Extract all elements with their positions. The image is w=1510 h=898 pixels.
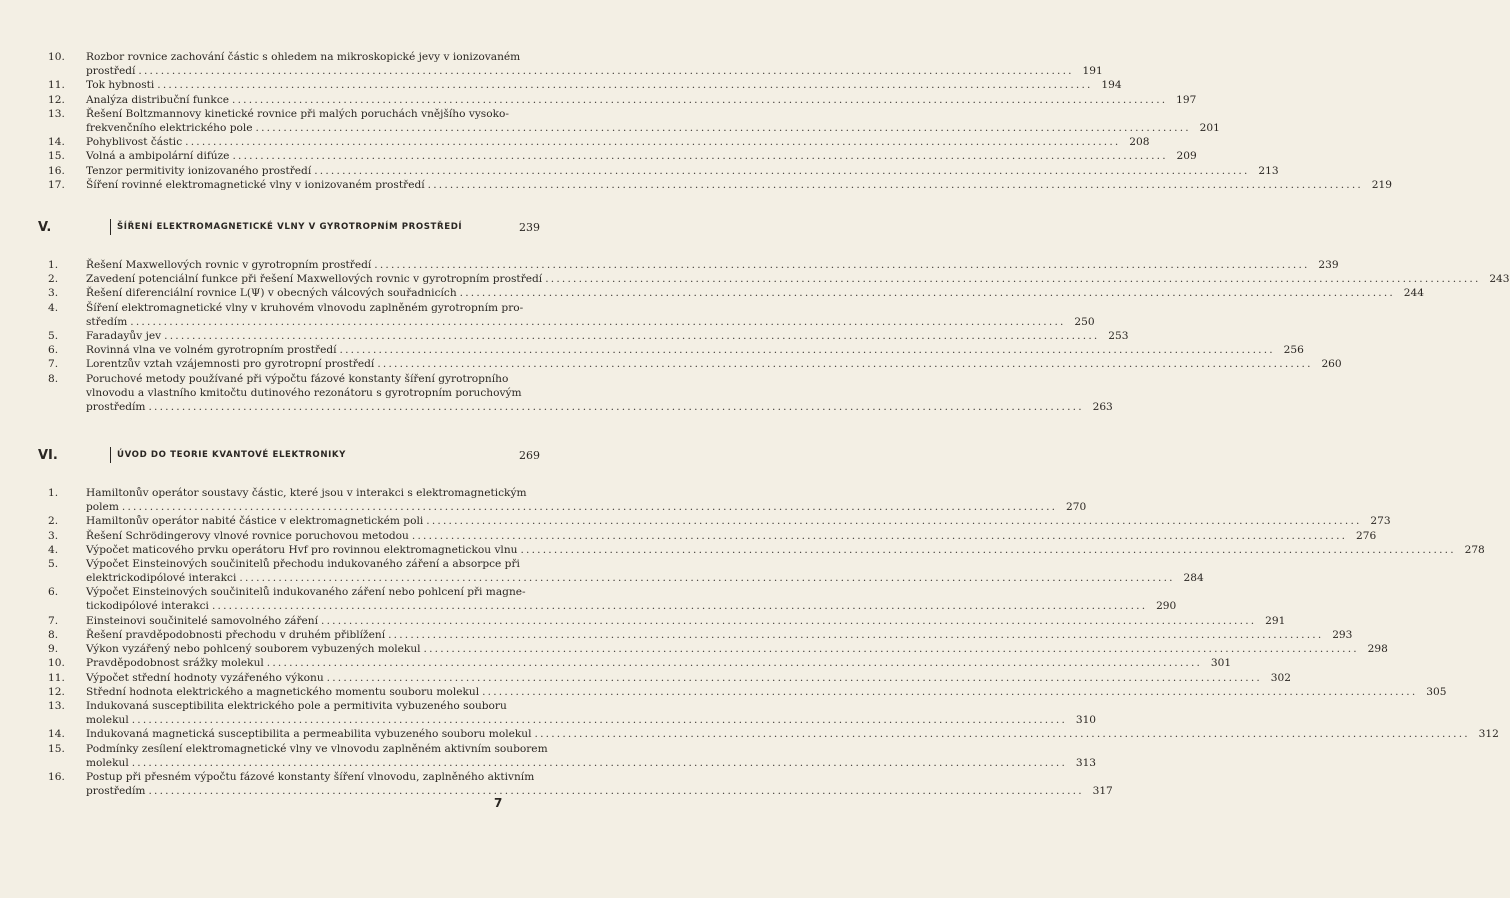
toc-entry[interactable] — [0, 372, 1113, 414]
toc-entry[interactable] — [0, 135, 1150, 149]
leader-dots — [314, 164, 1249, 178]
entry-title-line: polem — [86, 501, 119, 513]
entry-page: 302 — [1270, 671, 1291, 684]
leader-dots — [545, 272, 1480, 286]
entry-title-line: Podmínky zesílení elektromagnetické vlny ve vlnovodu zaplněném aktivním souborem — [86, 742, 548, 755]
toc-entry[interactable] — [0, 557, 1204, 585]
entry-title-line: Řešení Schrödingerovy vlnové rovnice poruchovou metodou — [86, 529, 409, 542]
toc-entry[interactable] — [0, 357, 1342, 371]
page-number: 7 — [494, 796, 503, 810]
entry-title-line: Výpočet Einsteinových součinitelů přechodu indukovaného záření a absorpce při — [86, 558, 520, 570]
leader-dots — [388, 628, 1323, 642]
leader-dots — [164, 329, 1099, 343]
toc-entry[interactable] — [0, 642, 1388, 656]
leader-dots — [132, 713, 1067, 727]
entry-number: 5. — [48, 330, 59, 342]
leader-dots — [535, 727, 1470, 741]
entry-number: 16. — [48, 771, 65, 783]
toc-entry[interactable] — [0, 770, 1113, 798]
entry-title-line: tickodipólové interakci — [86, 600, 209, 613]
leader-dots — [340, 343, 1275, 357]
entry-title-line: Střední hodnota elektrického a magnetického momentu souboru molekul — [86, 685, 480, 698]
leader-dots — [428, 178, 1363, 192]
chapter-title: ŠÍŘENÍ ELEKTROMAGNETICKÉ VLNY V GYROTROPNÍM PROSTŘEDÍ — [117, 222, 463, 232]
entry-number: 12. — [48, 685, 65, 698]
toc-entry[interactable] — [0, 529, 1377, 543]
entry-number: 17. — [48, 178, 65, 191]
entry-page: 260 — [1321, 358, 1342, 371]
entry-page: 276 — [1356, 529, 1377, 542]
entry-number: 13. — [48, 107, 65, 120]
chapter-title: ÚVOD DO TEORIE KVANTOVÉ ELEKTRONIKY — [117, 450, 347, 460]
entry-title-line: Hamiltonův operátor soustavy částic, které jsou v interakci s elektromagnetickým — [86, 487, 527, 499]
entry-title-line: Tenzor permitivity ionizovaného prostředí — [86, 164, 312, 177]
entry-title-line: Lorentzův vztah vzájemnosti pro gyrotropní prostředí — [86, 358, 375, 371]
entry-number: 3. — [48, 287, 59, 300]
entry-title-line: Analýza distribuční funkce — [86, 93, 230, 106]
entry-page: 213 — [1258, 164, 1279, 177]
entry-number: 15. — [48, 150, 65, 163]
leader-dots — [232, 93, 1167, 107]
entry-title-line: Einsteinovi součinitelé samovolného záření — [86, 614, 318, 627]
entry-title-line: Šíření elektromagnetické vlny v kruhovém vlnovodu zaplněném gyrotropním pro- — [86, 301, 524, 314]
leader-dots — [239, 571, 1174, 585]
leader-dots — [460, 286, 1395, 300]
entry-title-line: molekul — [86, 756, 129, 769]
entry-title-line: prostředí — [86, 65, 136, 77]
leader-dots — [520, 543, 1455, 557]
entry-page: 310 — [1075, 714, 1097, 726]
entry-page: 270 — [1065, 501, 1087, 513]
entry-page: 244 — [1403, 287, 1424, 300]
leader-dots — [412, 529, 1347, 543]
leader-dots — [148, 784, 1083, 798]
chapter-divider — [110, 447, 111, 463]
toc-entry[interactable] — [0, 258, 1339, 272]
entry-number: 2. — [48, 515, 59, 528]
chapter-page: 239 — [519, 220, 540, 234]
entry-page: 301 — [1210, 657, 1232, 670]
toc-entry[interactable] — [0, 272, 1510, 286]
entry-page: 219 — [1371, 178, 1392, 191]
leader-dots — [185, 135, 1120, 149]
entry-number: 1. — [48, 487, 59, 499]
entry-title-line: Řešení diferenciální rovnice L(Ψ) v obecných válcových souřadnicích — [86, 287, 457, 300]
entry-number: 14. — [48, 728, 65, 741]
toc-entry[interactable] — [0, 50, 1103, 78]
entry-number: 7. — [48, 358, 59, 371]
entry-title-line: frekvenčního elektrického pole — [86, 121, 253, 134]
toc-entry[interactable] — [0, 614, 1286, 628]
entry-title-line: Výpočet Einsteinových součinitelů indukovaného záření nebo pohlcení při magne- — [86, 586, 526, 599]
leader-dots — [122, 500, 1057, 514]
entry-number: 11. — [48, 671, 65, 684]
entry-page: 293 — [1332, 629, 1353, 641]
entry-title-line: Postup při přesném výpočtu fázové konstanty šíření vlnovodu, zaplněného aktivním — [86, 771, 535, 783]
entry-number: 6. — [48, 344, 59, 357]
entry-page: 273 — [1370, 515, 1391, 528]
entry-number: 3. — [48, 529, 59, 542]
entry-number: 4. — [48, 301, 59, 314]
entry-title-line: Šíření rovinné elektromagnetické vlny v ionizovaném prostředí — [86, 178, 425, 191]
entry-page: 253 — [1108, 330, 1129, 342]
entry-title-line: prostředím — [86, 400, 146, 413]
leader-dots — [232, 149, 1167, 163]
toc-entry[interactable] — [0, 329, 1129, 343]
entry-page: 263 — [1092, 400, 1113, 413]
leader-dots — [374, 258, 1309, 272]
entry-number: 2. — [48, 273, 59, 286]
entry-page: 298 — [1367, 643, 1388, 656]
toc-entry[interactable] — [0, 585, 1177, 613]
entry-number: 13. — [48, 700, 65, 712]
entry-page: 239 — [1318, 259, 1339, 271]
leader-dots — [424, 642, 1359, 656]
toc-entry[interactable] — [0, 699, 1097, 727]
leader-dots — [130, 315, 1065, 329]
entry-title-line: Tok hybnosti — [86, 79, 155, 92]
entry-number: 15. — [48, 742, 65, 755]
toc-entry[interactable] — [0, 727, 1499, 741]
entry-number: 7. — [48, 614, 59, 627]
leader-dots — [426, 514, 1361, 528]
toc-entry[interactable] — [0, 78, 1122, 92]
entry-page: 256 — [1283, 344, 1304, 357]
leader-dots — [267, 656, 1202, 670]
entry-title-line: Faradayův jev — [86, 330, 162, 342]
toc-entry[interactable] — [0, 671, 1291, 685]
entry-title-line: Pravděpodobnost srážky molekul — [86, 657, 264, 670]
entry-number: 11. — [48, 79, 65, 92]
entry-page: 305 — [1426, 685, 1447, 698]
entry-number: 16. — [48, 164, 65, 177]
entry-number: 9. — [48, 643, 59, 656]
entry-title-line: Výpočet maticového prvku operátoru Hvf pro rovinnou elektromagnetickou vlnu — [86, 543, 518, 556]
toc-entry[interactable] — [0, 628, 1353, 642]
entry-page: 201 — [1199, 121, 1220, 134]
toc-entry[interactable] — [0, 486, 1087, 514]
toc-entry[interactable] — [0, 178, 1392, 192]
entry-number: 12. — [48, 93, 65, 106]
entry-title-line: vlnovodu a vlastního kmitočtu dutinového rezonátoru s gyrotropním poruchovým — [86, 386, 522, 399]
chapter-page: 269 — [519, 448, 540, 462]
entry-page: 194 — [1101, 79, 1122, 92]
entry-title-line: Výpočet střední hodnoty vyzářeného výkonu — [86, 671, 324, 684]
entry-number: 4. — [48, 543, 59, 556]
entry-title-line: Řešení pravděpodobnosti přechodu v druhém přiblížení — [86, 629, 386, 641]
entry-title-line: Hamiltonův operátor nabité částice v elektromagnetickém poli — [86, 515, 424, 528]
toc-entry[interactable] — [0, 301, 1095, 329]
entry-page: 243 — [1489, 273, 1510, 286]
entry-page: 313 — [1075, 756, 1097, 769]
entry-page: 208 — [1129, 136, 1150, 149]
entry-page: 317 — [1092, 785, 1113, 797]
entry-title-line: elektrickodipólové interakci — [86, 572, 237, 584]
entry-number: 6. — [48, 586, 59, 599]
entry-title-line: středím — [86, 315, 128, 328]
leader-dots — [148, 400, 1083, 414]
entry-number: 5. — [48, 558, 59, 570]
toc-entry[interactable] — [0, 107, 1220, 135]
entry-page: 250 — [1074, 315, 1095, 328]
leader-dots — [132, 756, 1067, 770]
chapter-number: V. — [38, 219, 52, 235]
entry-page: 197 — [1176, 93, 1197, 106]
toc-entry[interactable] — [0, 742, 1097, 770]
entry-title-line: Zavedení potenciální funkce při řešení Maxwellových rovnic v gyrotropním prostředí — [86, 273, 543, 286]
chapter-divider — [110, 219, 111, 235]
chapter-number: VI. — [38, 447, 58, 463]
entry-title-line: Indukovaná magnetická susceptibilita a permeabilita vybuzeného souboru molekul — [86, 728, 532, 741]
entry-page: 284 — [1183, 572, 1204, 584]
leader-dots — [321, 614, 1256, 628]
entry-number: 10. — [48, 657, 65, 670]
entry-title-line: Pohyblivost částic — [86, 136, 183, 149]
leader-dots — [157, 78, 1092, 92]
entry-title-line: Rovinná vlna ve volném gyrotropním prostředí — [86, 344, 337, 357]
entry-title-line: Poruchové metody používané při výpočtu fázové konstanty šíření gyrotropního — [86, 372, 509, 385]
entry-number: 1. — [48, 259, 59, 271]
toc-entry[interactable] — [0, 149, 1197, 163]
leader-dots — [138, 64, 1073, 78]
entry-number: 14. — [48, 136, 65, 149]
entry-title-line: Rozbor rovnice zachování částic s ohledem na mikroskopické jevy v ionizovaném — [86, 51, 521, 63]
leader-dots — [256, 121, 1191, 135]
entry-page: 278 — [1464, 543, 1485, 556]
leader-dots — [327, 671, 1262, 685]
entry-page: 290 — [1156, 600, 1177, 613]
toc-entry[interactable] — [0, 286, 1424, 300]
toc-entry[interactable] — [0, 93, 1197, 107]
toc-entry[interactable] — [0, 656, 1232, 670]
entry-number: 8. — [48, 372, 59, 385]
entry-title-line: Řešení Maxwellových rovnic v gyrotropním prostředí — [86, 259, 372, 271]
entry-page: 291 — [1265, 614, 1286, 627]
chapter-heading — [0, 218, 600, 236]
entry-title-line: Výkon vyzářený nebo pohlcený souborem vybuzených molekul — [86, 643, 421, 656]
entry-number: 8. — [48, 629, 59, 641]
leader-dots — [377, 357, 1312, 371]
toc-entry[interactable] — [0, 514, 1391, 528]
leader-dots — [212, 599, 1147, 613]
entry-page: 209 — [1176, 150, 1197, 163]
entry-title-line: Řešení Boltzmannovy kinetické rovnice při malých poruchách vnějšího vysoko- — [86, 107, 509, 120]
entry-page: 191 — [1082, 65, 1103, 77]
entry-title-line: prostředím — [86, 785, 146, 797]
entry-title-line: Indukovaná susceptibilita elektrického pole a permitivita vybuzeného souboru — [86, 700, 507, 712]
entry-title-line: molekul — [86, 714, 129, 726]
entry-number: 10. — [48, 51, 65, 63]
toc-entry[interactable] — [0, 343, 1304, 357]
leader-dots — [482, 685, 1417, 699]
toc-entry[interactable] — [0, 164, 1279, 178]
entry-title-line: Volná a ambipolární difúze — [86, 150, 230, 163]
toc-entry[interactable] — [0, 543, 1485, 557]
chapter-heading — [0, 446, 600, 464]
toc-entry[interactable] — [0, 685, 1447, 699]
entry-page: 312 — [1478, 728, 1499, 741]
